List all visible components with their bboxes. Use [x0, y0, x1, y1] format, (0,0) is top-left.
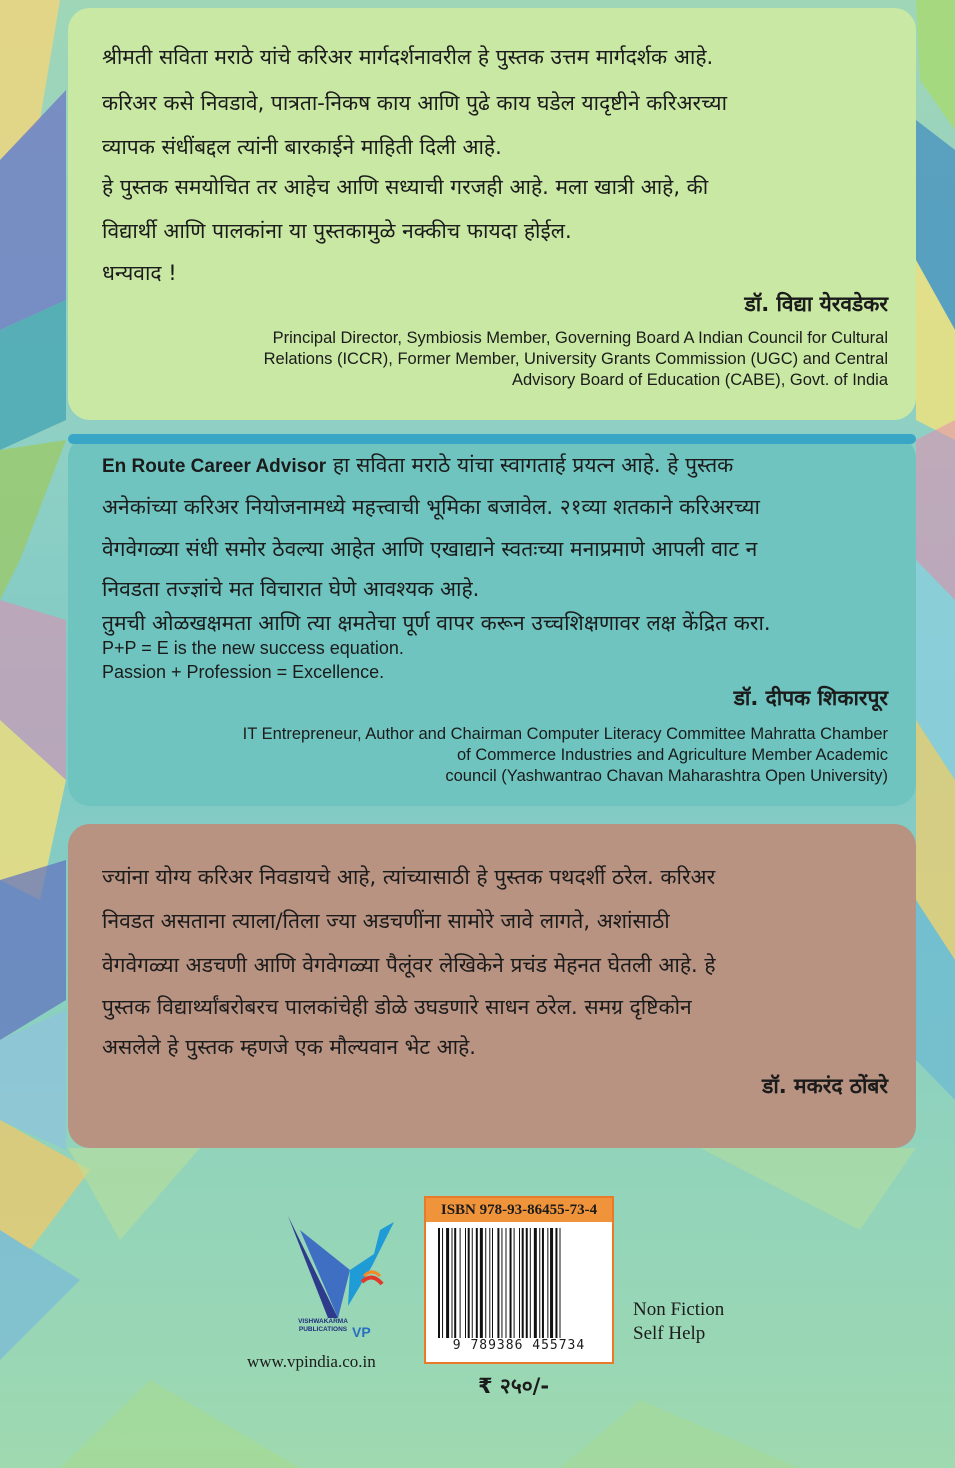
panel3-signature: डॉ. मकरंद ठोंबरे: [762, 1074, 888, 1098]
barcode-bar: [497, 1228, 499, 1338]
barcode-bar: [485, 1228, 486, 1338]
publisher-logo: [276, 1210, 396, 1350]
barcode-bar: [530, 1228, 531, 1338]
panel1-credit-line-1: Principal Director, Symbiosis Member, Governing Board A Indian Council for Cultural: [272, 329, 888, 347]
panel1-line-2: करिअर कसे निवडावे, पात्रता-निकष काय आणि पुढे काय घडेल यादृष्टीने करिअरच्या: [102, 91, 728, 115]
barcode-bar: [501, 1228, 502, 1338]
barcode-bar: [468, 1228, 470, 1338]
panel3-line-5: असलेले हे पुस्तक म्हणजे एक मौल्यवान भेट आहे.: [102, 1035, 476, 1059]
success-equation-expanded: Passion + Profession = Excellence.: [102, 662, 385, 682]
panel2-credit-line-2: of Commerce Industries and Agriculture Member Academic: [456, 746, 888, 764]
panel1-credit-line-2: Relations (ICCR), Former Member, University Grants Commission (UGC) and Central: [263, 350, 888, 368]
success-equation: P+P = E is the new success equation.: [102, 638, 404, 658]
panel2-line-4: निवडता तज्ज्ञांचे मत विचारात घेणे आवश्यक आहे.: [102, 577, 480, 601]
barcode-bar: [454, 1228, 456, 1338]
testimonial-panel-3: [68, 824, 916, 1148]
panel1-line-6: धन्यवाद !: [102, 261, 177, 285]
barcode-bar: [539, 1228, 540, 1338]
panel2-credit: [128, 724, 888, 787]
panel2-credit-line-1: IT Entrepreneur, Author and Chairman Computer Literacy Committee Mahratta Chamber: [242, 725, 888, 743]
barcode-bar: [480, 1228, 483, 1338]
panel1-line-3: व्यापक संधींबद्दल त्यांनी बारकाईने माहिती दिली आहे.: [102, 135, 502, 159]
barcode-bar: [446, 1228, 449, 1338]
isbn-label: ISBN 978-93-86455-73-4: [426, 1198, 612, 1222]
panel1-line-5: विद्यार्थी आणि पालकांना या पुस्तकामुळे नक्कीच फायदा होईल.: [102, 219, 572, 243]
panel2-signature: डॉ. दीपक शिकारपूर: [733, 686, 888, 710]
barcode-bar: [438, 1228, 440, 1338]
barcode-bar: [442, 1228, 443, 1338]
barcode-bar: [534, 1228, 537, 1338]
barcode-bar: [476, 1228, 478, 1338]
panel2-line-2: अनेकांच्या करिअर नियोजनामध्ये महत्त्वाची भूमिका बजावेल. २१व्या शतकाने करिअरच्या: [102, 495, 760, 519]
panel3-line-3: वेगवेगळ्या अडचणी आणि वेगवेगळ्या पैलूंवर लेखिकेने प्रचंड मेहनत घेतली आहे. हे: [102, 953, 716, 977]
barcode-bar: [547, 1228, 548, 1338]
testimonial-panel-2: [68, 436, 916, 806]
panel1-signature: डॉ. विद्या येरवडेकर: [744, 292, 888, 316]
panel2-line-3: वेगवेगळ्या संधी समोर ठेवल्या आहेत आणि एखाद्याने स्वतःच्या मनाप्रमाणे आपली वाट न: [102, 537, 758, 561]
barcode-bar: [472, 1228, 473, 1338]
barcode-bar: [526, 1228, 528, 1338]
barcode-bar: [542, 1228, 544, 1338]
publisher-website: www.vpindia.co.in: [247, 1352, 376, 1371]
panel3-line-2: निवडत असताना त्याला/तिला ज्या अडचणींना सामोरे जावे लागते, अशांसाठी: [102, 909, 670, 933]
panel1-credit: [128, 328, 888, 391]
barcode-digits: 9 789386 455734: [452, 1338, 586, 1353]
category-non-fiction: Non Fiction: [633, 1299, 725, 1320]
barcode-bar: [465, 1228, 466, 1338]
barcode-bar: [489, 1228, 490, 1338]
barcode-bar: [550, 1228, 553, 1338]
publisher-mark: VP: [352, 1324, 371, 1340]
panel2-line-1: [102, 450, 733, 482]
barcode-bar: [514, 1228, 515, 1338]
panel2-credit-line-3: council (Yashwantrao Chavan Maharashtra Open University): [445, 767, 888, 785]
barcode-bar: [510, 1228, 512, 1338]
book-title-inline: En Route Career Advisor: [102, 456, 327, 477]
barcode-bar: [519, 1228, 520, 1338]
barcode-bar: [522, 1228, 524, 1338]
barcode-bar: [506, 1228, 507, 1338]
panel3-line-4: पुस्तक विद्यार्थ्यांबरोबरच पालकांचेही डोळे उघडणारे साधन ठरेल. समग्र दृष्टिकोन: [102, 995, 692, 1019]
panel1-credit-line-3: Advisory Board of Education (CABE), Govt. of India: [511, 371, 888, 389]
testimonial-panel-1: [68, 8, 916, 420]
barcode: [436, 1228, 602, 1338]
panel2-line-5: तुमची ओळखक्षमता आणि त्या क्षमतेचा पूर्ण वापर करून उच्चशिक्षणावर लक्ष केंद्रित करा.: [102, 611, 771, 635]
panel2-line-1-rest: हा सविता मराठे यांचा स्वागतार्ह प्रयत्न आहे. हे पुस्तक: [326, 453, 734, 477]
book-category: [633, 1298, 724, 1346]
panel3-line-1: ज्यांना योग्य करिअर निवडायचे आहे, त्यांच्यासाठी हे पुस्तक पथदर्शी ठरेल. करिअर: [102, 865, 716, 889]
isbn-barcode-box: [424, 1196, 614, 1364]
barcode-bar: [560, 1228, 561, 1338]
barcode-bar: [555, 1228, 557, 1338]
price: ₹ २५०/-: [478, 1374, 550, 1398]
publisher-name: VISHWAKARMA PUBLICATIONS: [298, 1318, 348, 1333]
panel1-line-4: हे पुस्तक समयोचित तर आहेच आणि सध्याची गरजही आहे. मला खात्री आहे, की: [102, 175, 709, 199]
panel1-line-1: श्रीमती सविता मराठे यांचे करिअर मार्गदर्शनावरील हे पुस्तक उत्तम मार्गदर्शक आहे.: [102, 45, 714, 69]
barcode-bar: [492, 1228, 493, 1338]
barcode-bar: [460, 1228, 461, 1338]
barcode-bar: [452, 1228, 453, 1338]
category-self-help: Self Help: [633, 1323, 706, 1344]
